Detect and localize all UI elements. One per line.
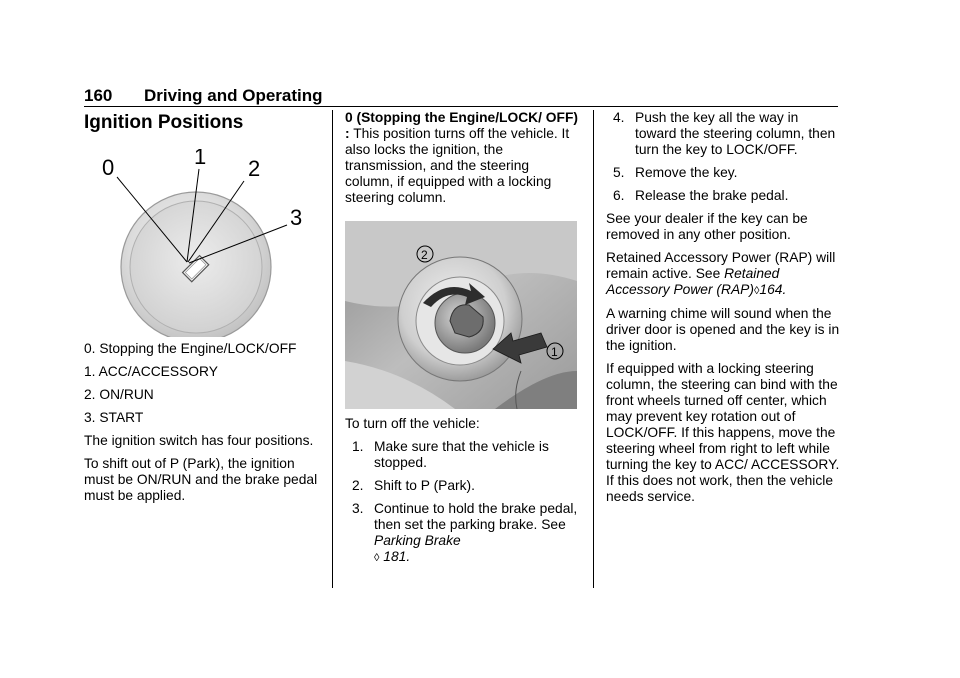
page-ref-icon: ◊ xyxy=(374,552,380,564)
section-title: Driving and Operating xyxy=(144,86,323,105)
paragraph: To shift out of P (Park), the ignition must be ON/RUN and the brake pedal must be applied. xyxy=(84,456,318,503)
paragraph xyxy=(345,110,581,206)
legend-item: 0. Stopping the Engine/LOCK/OFF xyxy=(84,341,297,356)
paragraph: The ignition switch has four positions. xyxy=(84,433,314,448)
step-list xyxy=(606,110,842,204)
cross-reference-link[interactable]: Retained Accessory Power (RAP) xyxy=(606,266,780,297)
legend-item: 3. START xyxy=(84,410,144,425)
ignition-photo-svg xyxy=(345,221,577,409)
callout-2: 2 xyxy=(421,248,428,262)
list-item: 3. Continue to hold the brake pedal, then set the parking brake. See Parking Brake ◊ 181. xyxy=(352,501,578,564)
column-divider xyxy=(332,110,333,588)
column-1 xyxy=(84,110,324,511)
list-item: 1. Make sure that the vehicle is stopped. xyxy=(352,439,549,470)
paragraph: See your dealer if the key can be removed in any other position. xyxy=(606,211,808,242)
position-heading: 0 (Stopping the Engine/LOCK/ OFF) : xyxy=(345,110,578,141)
list-item: 2. Shift to P (Park). xyxy=(352,478,475,493)
column-3 xyxy=(606,110,842,512)
legend-item: 1. ACC/ACCESSORY xyxy=(84,364,218,379)
page-ref[interactable]: 181 xyxy=(383,549,407,564)
list-item: 5. Remove the key. xyxy=(613,165,738,180)
cross-reference-link[interactable]: Parking Brake xyxy=(374,533,461,548)
dial-label-2: 2 xyxy=(248,156,261,181)
position-description: This position turns off the vehicle. It also locks the ignition, the transmission, and the steering column, if equipped with a locking steering column. xyxy=(345,126,570,205)
list-item: 4. Push the key all the way in toward the steering column, then turn the key to LOCK/OFF. xyxy=(613,110,836,157)
page-header xyxy=(84,84,838,106)
page-ref-icon: ◊ xyxy=(753,285,760,297)
page-heading: Ignition Positions xyxy=(84,112,244,133)
ignition-photo-illustration xyxy=(345,221,577,409)
dial-label-0: 0 xyxy=(102,155,115,180)
ignition-dial-svg xyxy=(84,149,324,337)
paragraph: A warning chime will sound when the driver door is opened and the key is in the ignition. xyxy=(606,306,840,353)
dial-label-1: 1 xyxy=(194,149,207,169)
dial-label-3: 3 xyxy=(290,205,303,230)
header-rule xyxy=(84,106,838,107)
page-ref[interactable]: 164 xyxy=(759,282,783,297)
callout-1: 1 xyxy=(551,345,558,359)
legend-item: 2. ON/RUN xyxy=(84,387,154,402)
list-item: 6. Release the brake pedal. xyxy=(613,188,789,203)
paragraph: To turn off the vehicle: xyxy=(345,416,480,431)
ignition-dial-illustration xyxy=(84,149,324,337)
column-2 xyxy=(345,110,581,573)
column-divider xyxy=(593,110,594,588)
paragraph: Retained Accessory Power (RAP) will remain active. See Retained Accessory Power (RAP)◊164. xyxy=(606,250,836,297)
page-number: 160 xyxy=(84,86,113,105)
step-list xyxy=(345,439,581,566)
paragraph: If equipped with a locking steering column, the steering can bind with the front wheels turned off center, which may prevent key rotation out of LOCK/OFF. If this happens, move the steering wheel from right to left while turning the key to ACC/ ACCESSORY. If this does not work, then the vehicle needs service. xyxy=(606,361,840,504)
